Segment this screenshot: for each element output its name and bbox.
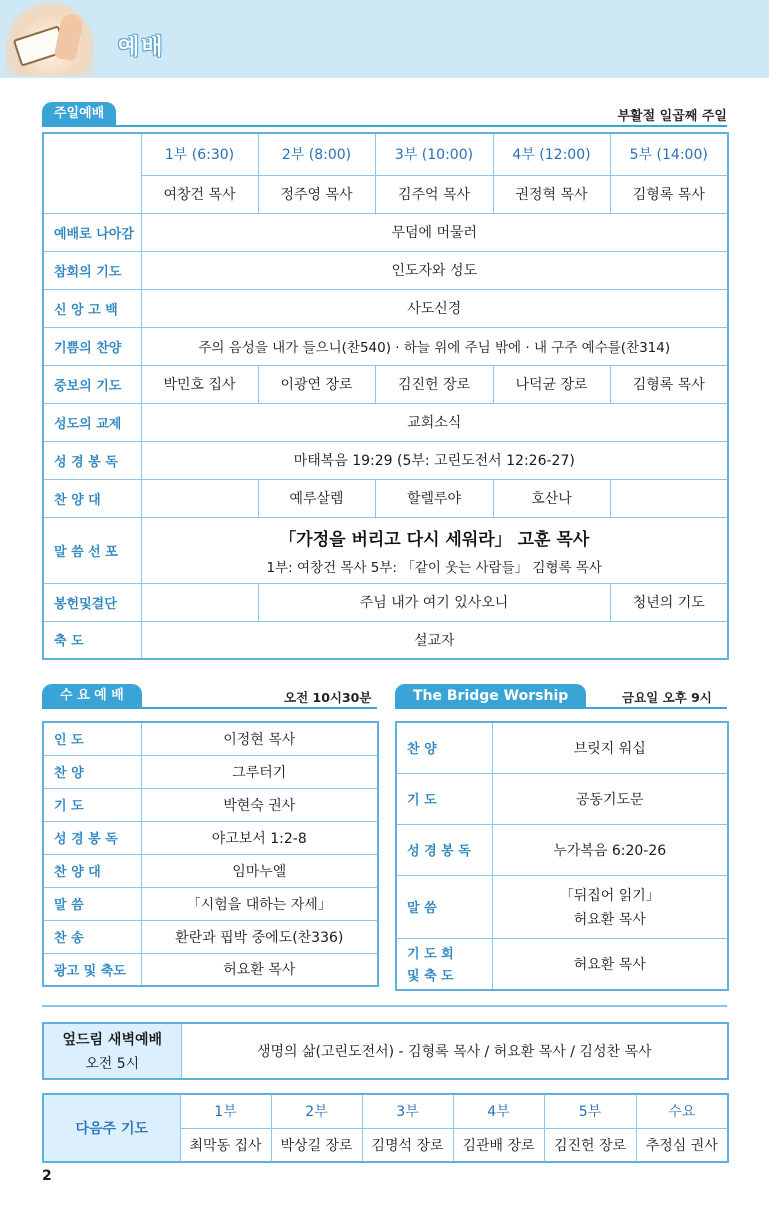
bridge-worship-table: [395, 721, 729, 991]
row-label: 기 도 회: [407, 947, 454, 963]
row-value: 이정현 목사: [141, 722, 378, 755]
dawn-value: 생명의 삶(고린도전서) - 김형록 목사 / 허요환 목사 / 김성찬 목사: [181, 1023, 728, 1079]
row-label: 말 씀: [396, 875, 492, 938]
row-value: 주의 음성을 내가 들으니(찬540) · 하늘 위에 주님 밖에 · 내 구주 예수를(찬314): [141, 327, 728, 365]
row-label: 성 경 봉 독: [43, 441, 141, 479]
dawn-label: 엎드림 새벽예배: [62, 1032, 163, 1048]
table-row: [43, 854, 378, 887]
service-pastor: 김형록 목사: [610, 175, 728, 213]
empty-cell: [141, 479, 258, 517]
wednesday-tab: 수 요 예 배: [42, 684, 142, 708]
row-value: 사도신경: [141, 289, 728, 327]
table-row: [43, 479, 728, 517]
dawn-worship-table: [42, 1022, 729, 1080]
empty-cell: [610, 479, 728, 517]
row-label: 찬 양 대: [43, 479, 141, 517]
row-value: 임마누엘: [141, 854, 378, 887]
row-value: 이광연 장로: [258, 365, 375, 403]
wednesday-rule: [42, 707, 377, 709]
service-pastor: 정주영 목사: [258, 175, 375, 213]
row-label: 기쁨의 찬양: [43, 327, 141, 365]
row-value: 주님 내가 여기 있사오니: [258, 583, 610, 621]
table-row: [43, 887, 378, 920]
row-label: 찬 양: [43, 755, 141, 788]
row-value: 박민호 집사: [141, 365, 258, 403]
row-value: 박현숙 권사: [141, 788, 378, 821]
table-row: [43, 251, 728, 289]
prayer-name: 최막동 집사: [180, 1128, 271, 1162]
sunday-tab: 주일예배: [42, 102, 116, 126]
row-value: 인도자와 성도: [141, 251, 728, 289]
row-value: 설교자: [141, 621, 728, 659]
empty-cell: [141, 583, 258, 621]
row-label: 찬 양 대: [43, 854, 141, 887]
bridge-header: [395, 684, 586, 708]
bible-hand-image: [6, 2, 94, 76]
prayer-name: 김명석 장로: [362, 1128, 453, 1162]
service-pastor-row: [43, 175, 728, 213]
prayer-name: 추정심 권사: [636, 1128, 728, 1162]
prayer-header: 수요: [636, 1094, 728, 1128]
prayer-header: 1부: [180, 1094, 271, 1128]
row-label: 참회의 기도: [43, 251, 141, 289]
next-prayer-label: 다음주 기도: [43, 1094, 180, 1162]
table-row: [43, 583, 728, 621]
table-row: [43, 621, 728, 659]
table-row: [43, 327, 728, 365]
row-value: 김형록 목사: [610, 365, 728, 403]
row-value: 허요환 목사: [492, 938, 728, 990]
row-value-cell: [492, 875, 728, 938]
row-value: 무덤에 머물러: [141, 213, 728, 251]
row-label-cell: [396, 938, 492, 990]
table-row: [396, 875, 728, 938]
row-label: 찬 송: [43, 920, 141, 953]
service-pastor: 김주억 목사: [375, 175, 493, 213]
row-label: 봉헌및결단: [43, 583, 141, 621]
row-value: 그루터기: [141, 755, 378, 788]
row-label: 성 경 봉 독: [396, 824, 492, 875]
service-pastor: 여창건 목사: [141, 175, 258, 213]
table-row: [43, 788, 378, 821]
prayer-header: 3부: [362, 1094, 453, 1128]
table-row: [43, 920, 378, 953]
sunday-worship-table: [42, 132, 729, 660]
table-row: [396, 824, 728, 875]
table-row: [43, 755, 378, 788]
row-value: 김진헌 장로: [375, 365, 493, 403]
top-banner: [0, 0, 769, 78]
row-value: 허요환 목사: [573, 911, 646, 928]
row-label: 신 앙 고 백: [43, 289, 141, 327]
next-prayer-table: [42, 1093, 729, 1163]
row-value: 예루살렘: [258, 479, 375, 517]
table-row: [43, 1023, 728, 1079]
row-value: 청년의 기도: [610, 583, 728, 621]
service-time: 2부 (8:00): [258, 133, 375, 175]
hand-icon: [53, 12, 84, 62]
row-value: 「시험을 대하는 자세」: [141, 887, 378, 920]
table-row: [43, 953, 378, 986]
sermon-title: 「가정을 버리고 다시 세워라」 고훈 목사: [279, 529, 590, 550]
prayer-name: 김관배 장로: [453, 1128, 544, 1162]
row-label: 기 도: [396, 773, 492, 824]
dawn-time: 오전 5시: [85, 1056, 140, 1072]
sunday-header: [42, 102, 116, 126]
row-value: 허요환 목사: [141, 953, 378, 986]
service-time-row: [43, 133, 728, 175]
row-label: 성 경 봉 독: [43, 821, 141, 854]
prayer-name: 김진헌 장로: [544, 1128, 636, 1162]
corner-cell: [43, 133, 141, 213]
table-row: [396, 722, 728, 773]
row-value: 나덕균 장로: [493, 365, 610, 403]
prayer-header: 5부: [544, 1094, 636, 1128]
dawn-label-cell: [43, 1023, 181, 1079]
row-label: 말 씀: [43, 887, 141, 920]
row-value: 할렐루야: [375, 479, 493, 517]
bridge-tab: The Bridge Worship: [395, 684, 586, 708]
page-title: 예배: [118, 35, 165, 60]
table-row: [43, 821, 378, 854]
table-row: [43, 365, 728, 403]
sermon-sub: 1부: 여창건 목사 5부: 「같이 웃는 사람들」 김형록 목사: [266, 559, 602, 576]
sunday-rule: [42, 125, 727, 127]
section-divider: [42, 1005, 727, 1007]
sunday-note: 부활절 일곱째 주일: [617, 109, 727, 124]
table-row: [396, 938, 728, 990]
prayer-header: 4부: [453, 1094, 544, 1128]
row-label: 광고 및 축도: [43, 953, 141, 986]
row-value: 마태복음 19:29 (5부: 고린도전서 12:26-27): [141, 441, 728, 479]
bridge-rule: [395, 707, 727, 709]
page-number: 2: [42, 1168, 52, 1184]
prayer-header: 2부: [271, 1094, 362, 1128]
table-row: [43, 213, 728, 251]
row-value: 브릿지 워십: [492, 722, 728, 773]
row-label: 성도의 교제: [43, 403, 141, 441]
service-time: 5부 (14:00): [610, 133, 728, 175]
prayer-header-row: [43, 1094, 728, 1128]
service-time: 4부 (12:00): [493, 133, 610, 175]
row-value: 「뒤집어 읽기」: [559, 887, 660, 904]
row-label: 축 도: [43, 621, 141, 659]
service-pastor: 권정혁 목사: [493, 175, 610, 213]
row-label: 인 도: [43, 722, 141, 755]
row-value: 누가복음 6:20-26: [492, 824, 728, 875]
service-time: 1부 (6:30): [141, 133, 258, 175]
row-value: 공동기도문: [492, 773, 728, 824]
table-row: [43, 289, 728, 327]
service-time: 3부 (10:00): [375, 133, 493, 175]
sermon-row: [43, 517, 728, 583]
table-row: [43, 722, 378, 755]
row-label: 찬 양: [396, 722, 492, 773]
row-label: 말 씀 선 포: [43, 517, 141, 583]
row-value: 야고보서 1:2-8: [141, 821, 378, 854]
row-label: 중보의 기도: [43, 365, 141, 403]
table-row: [396, 773, 728, 824]
table-row: [43, 403, 728, 441]
wednesday-header: [42, 684, 142, 708]
row-label: 기 도: [43, 788, 141, 821]
prayer-name: 박상길 장로: [271, 1128, 362, 1162]
row-value: 호산나: [493, 479, 610, 517]
sermon-cell: [141, 517, 728, 583]
wednesday-worship-table: [42, 721, 379, 987]
row-label: 예배로 나아감: [43, 213, 141, 251]
row-value: 환란과 핍박 중에도(찬336): [141, 920, 378, 953]
table-row: [43, 441, 728, 479]
row-value: 교회소식: [141, 403, 728, 441]
row-label: 및 축 도: [407, 969, 454, 985]
bridge-note: 금요일 오후 9시: [622, 690, 712, 705]
wednesday-note: 오전 10시30분: [284, 690, 372, 705]
